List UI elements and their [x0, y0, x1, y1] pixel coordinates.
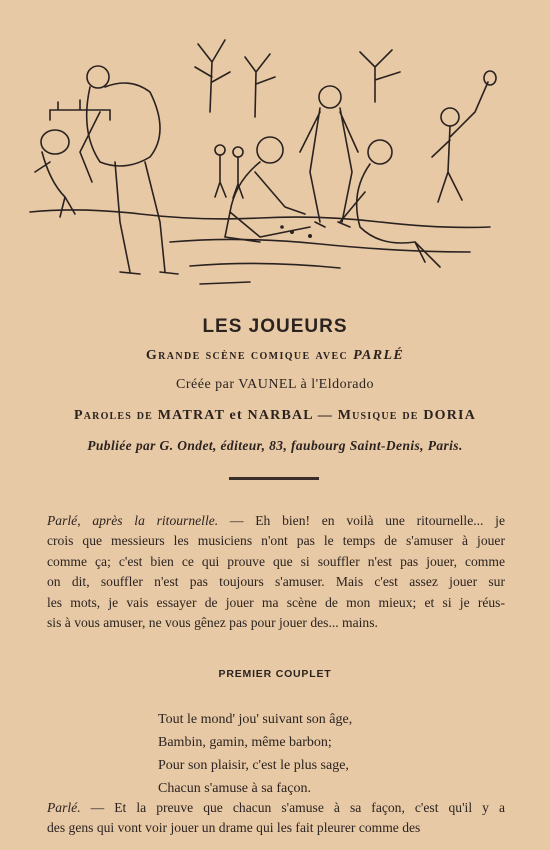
musique-label: Musique de	[337, 408, 419, 423]
parle-line	[47, 798, 505, 818]
song-subtitle	[0, 348, 550, 364]
publisher-line: Publiée par G. Ondet, éditeur, 83, faubourg Saint-Denis, Paris.	[87, 438, 463, 453]
players-illustration	[20, 22, 530, 292]
intro-line: on dit, souffler n'est pas toujours s'amuser. Mais c'est assez jouer sur	[47, 574, 505, 590]
verse-line: Pour son plaisir, c'est le plus sage,	[158, 758, 349, 773]
parle-paragraph	[47, 798, 505, 839]
verse-line: Tout le mond' jou' suivant son âge,	[158, 712, 353, 727]
parle-line: des gens qui vont voir jouer un drame qui les fait pleurer comme des	[47, 820, 421, 836]
authors-names: MATRAT et NARBAL	[157, 408, 314, 423]
credit-dash: —	[317, 408, 333, 423]
verse-line: Bambin, gamin, même barbon;	[158, 735, 332, 750]
intro-line: comme ça; c'est bien ce qui prouve que si souffler n'est pas jouer, comme	[47, 553, 505, 569]
intro-line	[47, 511, 505, 531]
intro-line: crois que messieurs les musiciens n'ont pas le temps de s'amuser à jouer	[47, 533, 505, 549]
composer-name: DORIA	[423, 408, 477, 423]
verse-block	[158, 708, 352, 800]
subtitle-parle: PARLÉ	[353, 348, 405, 363]
parle-lead: Parlé.	[47, 800, 81, 815]
parle-line-text: — Et la preuve que chacun s'amuse à sa façon, c'est qu'il y a	[80, 800, 505, 815]
subtitle-text: Grande scène comique avec	[145, 348, 349, 363]
song-title: LES JOUEURS	[202, 316, 348, 337]
couplet-heading: PREMIER COUPLET	[218, 668, 332, 680]
section-divider	[229, 477, 319, 480]
creation-credit: Créée par VAUNEL à l'Eldorado	[176, 377, 374, 392]
verse-line: Chacun s'amuse à sa façon.	[158, 781, 311, 796]
intro-line: les mots, je vais essayer de jouer ma scène de mon mieux; et si je réus-	[47, 594, 505, 610]
intro-lead: Parlé, après la ritournelle.	[47, 513, 219, 528]
intro-paragraph	[47, 511, 505, 633]
authors-credit	[0, 408, 550, 424]
intro-line: sis à vous amuser, ne vous gênez pas pour jouer des... mains.	[47, 615, 378, 631]
paroles-label: Paroles de	[73, 408, 154, 423]
intro-line-text: — Eh bien! en voilà une ritournelle... je	[218, 513, 505, 528]
